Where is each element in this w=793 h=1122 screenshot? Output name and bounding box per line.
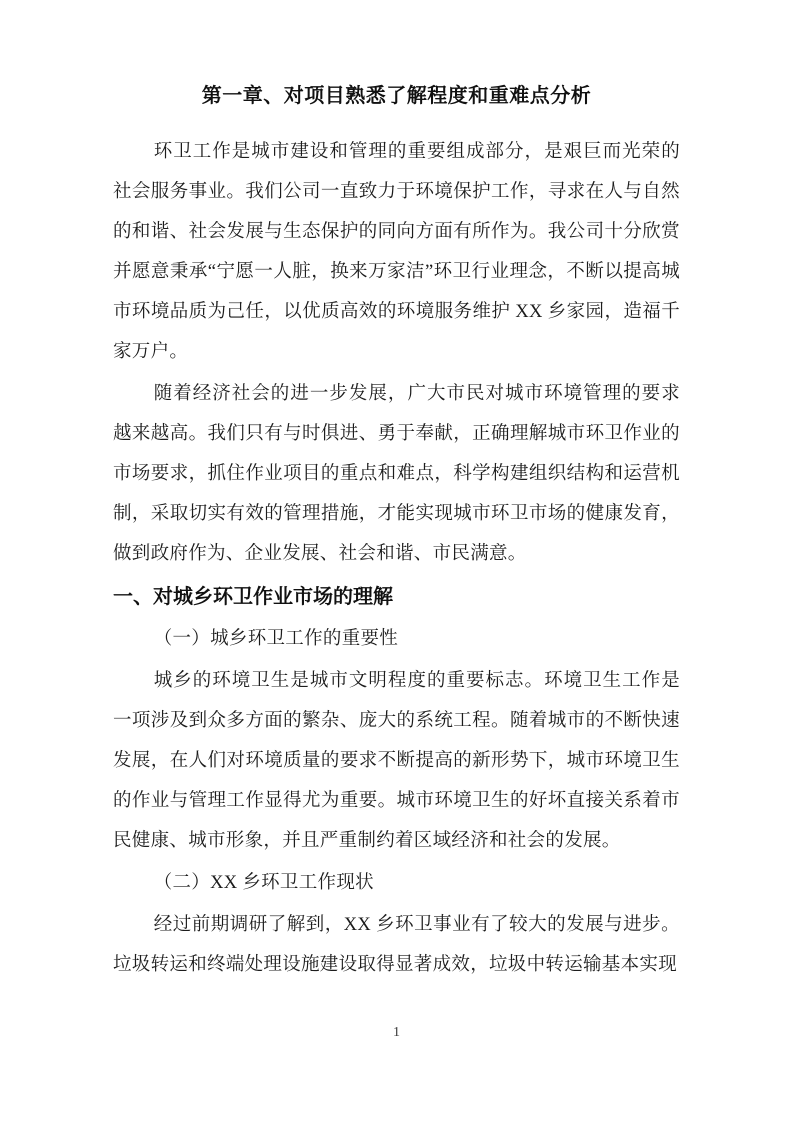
page-number: 1 [393, 1025, 400, 1040]
subsection-1-heading: （一）城乡环卫工作的重要性 [153, 629, 399, 649]
paragraph-subsection-2-body: 经过前期调研了解到，XX 乡环卫事业有了较大的发展与进步。垃圾转运和终端处理设施建设取得显著成效，垃圾中转运输基本实现 [113, 915, 680, 975]
paragraph-intro-1: 环卫工作是城市建设和管理的重要组成部分，是艰巨而光荣的社会服务事业。我们公司一直致力于环境保护工作，寻求在人与自然的和谐、社会发展与生态保护的同向方面有所作为。我公司十分欣赏并愿意秉承“宁愿一人脏，换来万家洁”环卫行业理念，不断以提高城市环境品质为己任，以优质高效的环境服务维护 XX 乡家园，造福千家万户。 [113, 142, 680, 362]
chapter-title: 第一章、对项目熟悉了解程度和重难点分析 [201, 85, 592, 107]
paragraph-subsection-1-body: 城乡的环境卫生是城市文明程度的重要标志。环境卫生工作是一项涉及到众多方面的繁杂、庞大的系统工程。随着城市的不断快速发展，在人们对环境质量的要求不断提高的新形势下，城市环境卫生的作业与管理工作显得尤为重要。城市环境卫生的好坏直接关系着市民健康、城市形象，并且严重制约着区域经济和社会的发展。 [113, 671, 680, 851]
paragraph-intro-2: 随着经济社会的进一步发展，广大市民对城市环境管理的要求越来越高。我们只有与时俱进、勇于奉献，正确理解城市环卫作业的市场要求，抓住作业项目的重点和难点，科学构建组织结构和运营机制，采取切实有效的管理措施，才能实现城市环卫市场的健康发育，做到政府作为、企业发展、社会和谐、市民满意。 [113, 384, 680, 564]
subsection-2-heading: （二）XX 乡环卫工作现状 [153, 873, 374, 893]
section-1-heading: 一、对城乡环卫作业市场的理解 [113, 586, 393, 608]
